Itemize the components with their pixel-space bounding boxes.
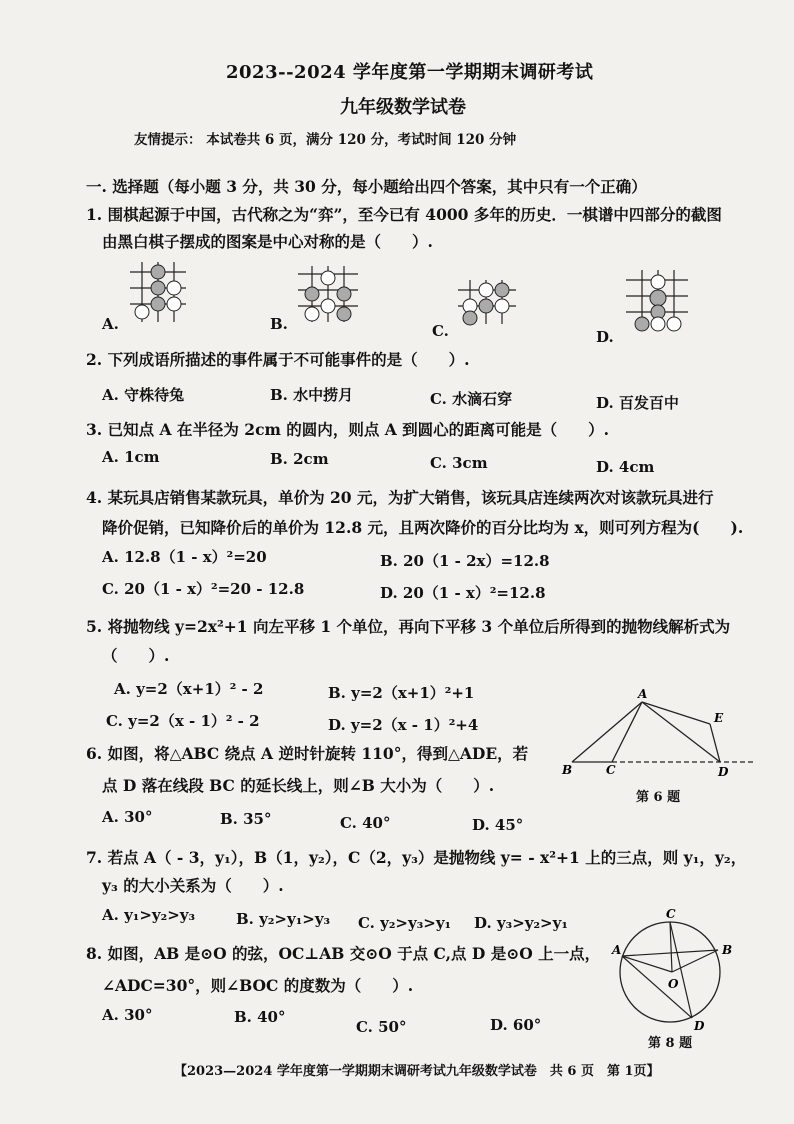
q2-option-d[interactable]: D. 百发百中: [596, 394, 679, 412]
q6-label-d: D: [718, 765, 729, 779]
q1-line2: 由黑白棋子摆成的图案是中心对称的是（ ）.: [102, 232, 433, 251]
q7-option-a[interactable]: A. y₁>y₂>y₃: [102, 906, 196, 924]
q8-option-b[interactable]: B. 40°: [234, 1008, 286, 1026]
q4-option-a[interactable]: A. 12.8（1 - x）²=20: [102, 548, 267, 566]
q2-option-b[interactable]: B. 水中捞月: [270, 386, 354, 404]
q6-label-a: A: [638, 687, 648, 701]
q1-option-d[interactable]: D.: [596, 328, 614, 346]
q1-option-b[interactable]: B.: [270, 315, 288, 333]
q8-line2: ∠ADC=30°，则∠BOC 的度数为（ ）.: [102, 976, 414, 995]
q6-option-c[interactable]: C. 40°: [340, 814, 391, 832]
q8-label-a: A: [612, 943, 622, 957]
q1-option-a[interactable]: A.: [102, 315, 119, 333]
q4-line2: 降价促销，已知降价后的单价为 12.8 元，且两次降价的百分比均为 x，则可列方程为( ).: [102, 518, 744, 537]
q4-option-b[interactable]: B. 20（1 - 2x）=12.8: [380, 552, 550, 570]
q7-option-c[interactable]: C. y₂>y₃>y₁: [358, 914, 452, 932]
q8-figure-caption: 第 8 题: [648, 1036, 693, 1051]
q6-line2: 点 D 落在线段 BC 的延长线上，则∠B 大小为（ ）.: [102, 776, 495, 795]
q8-option-a[interactable]: A. 30°: [102, 1006, 153, 1024]
go-board-a-figure: [130, 262, 190, 324]
q6-line1: 6. 如图，将△ABC 绕点 A 逆时针旋转 110°，得到△ADE，若: [86, 744, 529, 763]
q5-option-c[interactable]: C. y=2（x - 1）² - 2: [106, 712, 260, 730]
q3-option-a[interactable]: A. 1cm: [102, 448, 160, 466]
q3-option-d[interactable]: D. 4cm: [596, 458, 655, 476]
q4-option-d[interactable]: D. 20（1 - x）²=12.8: [380, 584, 546, 602]
q7-line1: 7. 若点 A（ - 3，y₁），B（1，y₂），C（2，y₃）是抛物线 y= - x²+1 上的三点，则 y₁，y₂，: [86, 848, 747, 867]
q6-label-b: B: [562, 763, 573, 777]
q8-option-d[interactable]: D. 60°: [490, 1016, 542, 1034]
q3-option-c[interactable]: C. 3cm: [430, 454, 488, 472]
q6-triangle-figure: [558, 688, 758, 798]
q2-option-c[interactable]: C. 水滴石穿: [430, 390, 513, 408]
q2-option-a[interactable]: A. 守株待兔: [102, 386, 185, 404]
q6-label-e: E: [714, 711, 724, 725]
q4-option-c[interactable]: C. 20（1 - x）²=20 - 12.8: [102, 580, 305, 598]
q2-stem: 2. 下列成语所描述的事件属于不可能事件的是（ ）.: [86, 350, 470, 369]
go-board-b-figure: [298, 266, 362, 326]
q4-line1: 4. 某玩具店销售某款玩具，单价为 20 元，为扩大销售，该玩具店连续两次对该款玩具进行: [86, 488, 714, 507]
exam-title: 2023--2024 学年度第一学期期末调研考试: [226, 62, 594, 83]
q8-line1: 8. 如图，AB 是⊙O 的弦，OC⊥AB 交⊙O 于点 C,点 D 是⊙O 上一点，: [86, 944, 601, 963]
q3-option-b[interactable]: B. 2cm: [270, 450, 329, 468]
q5-option-b[interactable]: B. y=2（x+1）²+1: [328, 684, 475, 702]
q6-option-d[interactable]: D. 45°: [472, 816, 524, 834]
q8-label-b: B: [722, 943, 733, 957]
exam-subtitle: 九年级数学试卷: [340, 97, 466, 118]
exam-hint: 友情提示： 本试卷共 6 页，满分 120 分，考试时间 120 分钟: [134, 132, 517, 148]
q5-line2: （ ）.: [102, 646, 170, 665]
q3-stem: 3. 已知点 A 在半径为 2cm 的圆内，则点 A 到圆心的距离可能是（ ）.: [86, 420, 610, 439]
q6-figure-caption: 第 6 题: [636, 790, 681, 805]
q8-label-o: O: [668, 977, 679, 991]
q5-line1: 5. 将抛物线 y=2x²+1 向左平移 1 个单位，再向下平移 3 个单位后所得到的抛物线解析式为: [86, 617, 731, 636]
q8-label-c: C: [666, 907, 676, 921]
go-board-d-figure: [626, 270, 692, 334]
q7-line2: y₃ 的大小关系为（ ）.: [102, 876, 284, 895]
q7-option-b[interactable]: B. y₂>y₁>y₃: [236, 910, 331, 928]
q5-option-a[interactable]: A. y=2（x+1）² - 2: [114, 680, 264, 698]
go-board-c-figure: [458, 280, 520, 328]
q8-label-d: D: [694, 1019, 705, 1033]
q6-label-c: C: [606, 763, 616, 777]
q8-option-c[interactable]: C. 50°: [356, 1018, 407, 1036]
q6-option-a[interactable]: A. 30°: [102, 808, 153, 826]
q7-option-d[interactable]: D. y₃>y₂>y₁: [474, 914, 568, 932]
q6-option-b[interactable]: B. 35°: [220, 810, 272, 828]
q8-circle-figure: [610, 906, 740, 1036]
q1-option-c[interactable]: C.: [432, 322, 449, 340]
section-heading: 一. 选择题（每小题 3 分，共 30 分，每小题给出四个答案，其中只有一个正确）: [86, 177, 647, 196]
q5-option-d[interactable]: D. y=2（x - 1）²+4: [328, 716, 479, 734]
page-footer: 【2023—2024 学年度第一学期期末调研考试九年级数学试卷 共 6 页 第 1页】: [174, 1064, 660, 1079]
q1-line1: 1. 围棋起源于中国，古代称之为“弈”，至今已有 4000 多年的历史．一棋谱中四部分的截图: [86, 205, 722, 224]
